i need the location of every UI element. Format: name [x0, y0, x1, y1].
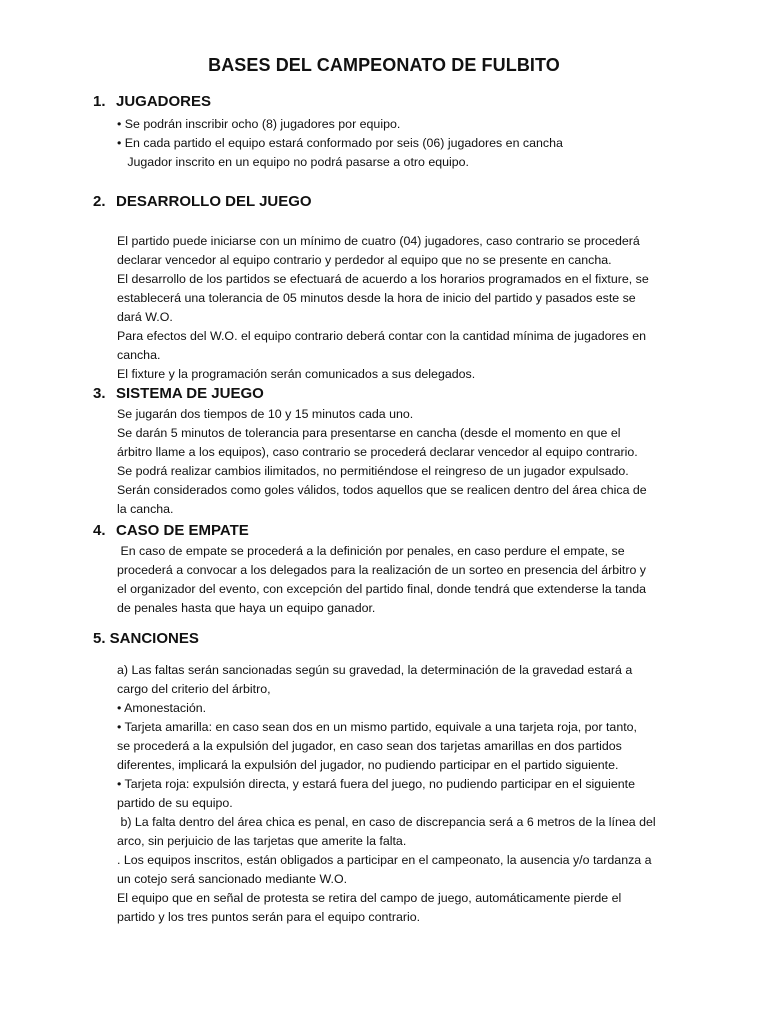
paragraph-line: Jugador inscrito en un equipo no podrá pasarse a otro equipo. — [117, 155, 469, 169]
paragraph-line: b) La falta dentro del área chica es penal, en caso de discrepancia será a 6 metros de la línea del — [117, 815, 656, 829]
paragraph-line: El partido puede iniciarse con un mínimo de cuatro (04) jugadores, caso contrario se procederá — [117, 234, 640, 248]
section-body-jugadores — [117, 115, 677, 172]
section-heading-jugadores — [93, 93, 211, 110]
section-number: 4. — [93, 522, 106, 539]
section-title: JUGADORES — [116, 93, 212, 110]
section-heading-empate — [93, 522, 249, 539]
paragraph-line: • Se podrán inscribir ocho (8) jugadores por equipo. — [117, 117, 401, 131]
section-body-sistema — [117, 405, 677, 519]
section-title: SISTEMA DE JUEGO — [116, 385, 264, 402]
section-number: 1. — [93, 93, 106, 110]
section-body-desarrollo — [117, 232, 677, 384]
paragraph-line: • En cada partido el equipo estará conformado por seis (06) jugadores en cancha — [117, 136, 563, 150]
paragraph-line: arco, sin perjuicio de las tarjetas que amerite la falta. — [117, 834, 407, 848]
paragraph-line: Para efectos del W.O. el equipo contrario deberá contar con la cantidad mínima de jugadores en — [117, 329, 646, 343]
paragraph-line: declarar vencedor al equipo contrario y perdedor al equipo que no se presente en cancha. — [117, 253, 612, 267]
section-title: DESARROLLO DEL JUEGO — [116, 193, 312, 210]
section-title: CASO DE EMPATE — [116, 522, 249, 539]
paragraph-line: a) Las faltas serán sancionadas según su gravedad, la determinación de la gravedad estará a — [117, 663, 633, 677]
paragraph-line: un cotejo será sancionado mediante W.O. — [117, 872, 348, 886]
paragraph-line: la cancha. — [117, 502, 174, 516]
paragraph-line: Se jugarán dos tiempos de 10 y 15 minutos cada uno. — [117, 407, 414, 421]
paragraph-line: cargo del criterio del árbitro, — [117, 682, 271, 696]
paragraph-line: establecerá una tolerancia de 05 minutos desde la hora de inicio del partido y pasados este se — [117, 291, 636, 305]
paragraph-line: se procederá a la expulsión del jugador, en caso sean dos tarjetas amarillas en dos partidos — [117, 739, 622, 753]
paragraph-line: El equipo que en señal de protesta se retira del campo de juego, automáticamente pierde el — [117, 891, 622, 905]
section-body-empate — [117, 542, 677, 618]
section-heading-sanciones — [93, 630, 199, 647]
paragraph-line: diferentes, implicará la expulsión del jugador, no pudiendo participar en el partido siguiente. — [117, 758, 619, 772]
paragraph-line: El fixture y la programación serán comunicados a sus delegados. — [117, 367, 476, 381]
paragraph-line: árbitro llame a los equipos), caso contrario se procederá declarar vencedor al equipo contrario. — [117, 445, 638, 459]
paragraph-line: de penales hasta que haya un equipo ganador. — [117, 601, 376, 615]
paragraph-line: Se podrá realizar cambios ilimitados, no permitiéndose el reingreso de un jugador expulsado. — [117, 464, 629, 478]
section-heading-desarrollo — [93, 193, 312, 210]
document-title: BASES DEL CAMPEONATO DE FULBITO — [208, 55, 560, 75]
paragraph-line: el organizador del evento, con excepción del partido final, donde tendrá que extenderse la tanda — [117, 582, 647, 596]
section-title: 5. SANCIONES — [93, 630, 199, 647]
paragraph-line: En caso de empate se procederá a la definición por penales, en caso perdure el empate, se — [117, 544, 625, 558]
paragraph-line: dará W.O. — [117, 310, 173, 324]
paragraph-line: • Tarjeta amarilla: en caso sean dos en un mismo partido, equivale a una tarjeta roja, por tanto, — [117, 720, 637, 734]
paragraph-line: partido y los tres puntos serán para el equipo contrario. — [117, 910, 421, 924]
paragraph-line: partido de su equipo. — [117, 796, 233, 810]
section-number: 2. — [93, 193, 106, 210]
section-number: 3. — [93, 385, 106, 402]
paragraph-line: • Amonestación. — [117, 701, 207, 715]
section-heading-sistema — [93, 385, 264, 402]
paragraph-line: El desarrollo de los partidos se efectuará de acuerdo a los horarios programados en el fixture, se — [117, 272, 649, 286]
paragraph-line: • Tarjeta roja: expulsión directa, y estará fuera del juego, no pudiendo participar en el siguiente — [117, 777, 635, 791]
paragraph-line: procederá a convocar a los delegados para la realización de un sorteo en presencia del árbitro y — [117, 563, 646, 577]
paragraph-line: cancha. — [117, 348, 161, 362]
section-body-sanciones — [117, 661, 677, 927]
paragraph-line: Se darán 5 minutos de tolerancia para presentarse en cancha (desde el momento en que el — [117, 426, 621, 440]
paragraph-line: . Los equipos inscritos, están obligados a participar en el campeonato, la ausencia y/o tardanza a — [117, 853, 652, 867]
paragraph-line: Serán considerados como goles válidos, todos aquellos que se realicen dentro del área chica de — [117, 483, 647, 497]
